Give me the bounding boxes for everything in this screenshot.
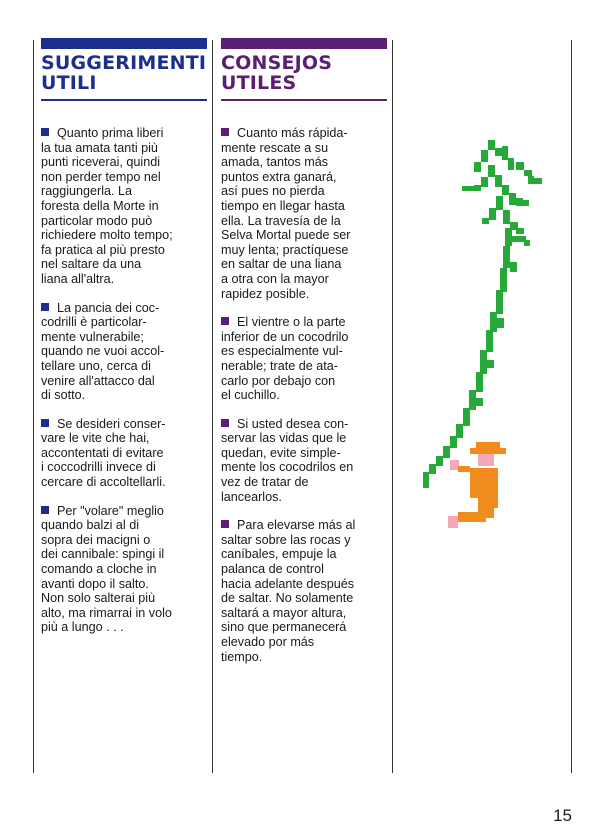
explorer-figure-icon bbox=[448, 442, 506, 528]
italian-heading: SUGGERIMENTI UTILI bbox=[41, 52, 207, 94]
italian-tip-4-text: Per "volare" meglio quando balzi al di sopra dei macigni o dei cannibale: spingi il comando a cloche in avanti dopo il salto. Non solo salterai più alto, ma rimarrai in volo più a lungo . . . bbox=[41, 503, 172, 635]
spanish-tip-2-text: El vientre o la parte inferior de un cocodrilo es especialmente vul- nerable; trate de ata- carlo por debajo con el cuchillo. bbox=[221, 315, 349, 403]
jungle-vine-icon bbox=[423, 140, 542, 488]
spanish-tip-4-text: Para elevarse más al saltar sobre las rocas y caníbales, empuje la palanca de control hacia adelante después de saltar. No solamente saltará a mayor altura, sino que permanecerá elevado por más tiempo. bbox=[221, 518, 356, 664]
italian-tip-2-text: La pancia dei coc- codrilli è particolar- mente vulnerabile; quando ne vuoi accol- tellare uno, cerca di venire all'attacco dal di sotto. bbox=[41, 300, 165, 403]
italian-tip-3-text: Se desideri conser- vare le vite che hai, accontentati di evitare i coccodrilli invece di cercare di accoltellarli. bbox=[41, 416, 166, 490]
page-number: 15 bbox=[553, 806, 572, 825]
spanish-tip-1-text: Cuanto más rápida- mente rescate a su amada, tantos más puntos extra ganará, así pues no pierda tiempo en llegar hasta ella. La travesía de la Selva Mortal puede ser muy lenta; practíquese en saltar de una liana a otra con la mayor rapidez posible. bbox=[221, 126, 351, 301]
spanish-tip-3-text: Si usted desea con- servar las vidas que le quedan, evite simple- mente los cocodrilos en vez de tratar de lancearlos. bbox=[221, 416, 354, 504]
italian-tip-1-text: Quanto prima liberi la tua amata tanti più punti riceverai, quindi non perder tempo nel raggiungerla. La foresta della Morte in particolar modo può richiedere molto tempo; fa pratica al più presto nel saltare da una liana all'altra. bbox=[41, 126, 173, 286]
spanish-heading: CONSEJOS UTILES bbox=[221, 52, 333, 94]
